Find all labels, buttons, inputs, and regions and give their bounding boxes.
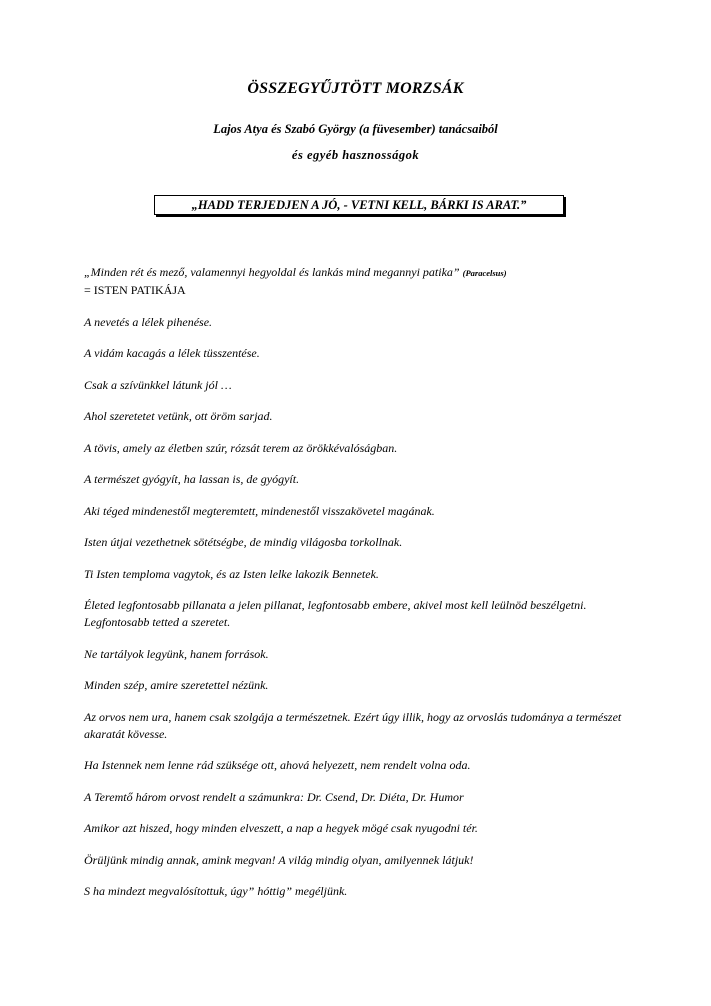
document-body: [84, 264, 624, 915]
saying: Isten útjai vezethetnek sötétségbe, de mindig világosba torkollnak.: [84, 535, 403, 549]
intro-quote-block: [84, 264, 624, 299]
saying: Ne tartályok legyünk, hanem források.: [84, 646, 269, 661]
saying: Ahol szeretetet vetünk, ott öröm sarjad.: [84, 409, 273, 423]
saying: Ti Isten temploma vagytok, és az Isten lelke lakozik Bennetek.: [84, 566, 379, 581]
document-subtitle: Lajos Atya és Szabó György (a füvesember) tanácsaiból: [213, 122, 498, 136]
saying: A vidám kacagás a lélek tüsszentése.: [84, 346, 260, 360]
document-subtitle-secondary: és egyéb hasznosságok: [291, 148, 420, 162]
saying: Amikor azt hiszed, hogy minden elveszett, a nap a hegyek mögé csak nyugodni tér.: [84, 821, 478, 835]
saying: Aki téged mindenestől megteremtett, mindenestől visszakövetel magának.: [84, 503, 435, 518]
saying: Örüljünk mindig annak, amink megvan! A világ mindig olyan, amilyennek látjuk!: [84, 852, 474, 867]
saying: Az orvos nem ura, hanem csak szolgája a természetnek. Ezért úgy illik, hogy az orvoslás tudománya a természet akaratát kövesse.: [84, 709, 622, 741]
saying: Életed legfontosabb pillanata a jelen pillanat, legfontosabb embere, akivel most kell leülnöd beszélgetni. Legfontosabb tetted a szeretet.: [84, 598, 587, 629]
saying: A tövis, amely az életben szúr, rózsát terem az örökkévalóságban.: [84, 440, 398, 455]
saying: A természet gyógyít, ha lassan is, de gyógyít.: [84, 472, 300, 486]
saying: Csak a szívünkkel látunk jól …: [84, 377, 232, 392]
saying: Minden szép, amire szeretettel nézünk.: [84, 678, 269, 692]
intro-conclusion: = ISTEN PATIKÁJA: [84, 283, 186, 297]
motto-box: „HADD TERJEDJEN A JÓ, - VETNI KELL, BÁRKI IS ARAT.”: [154, 195, 564, 215]
saying: S ha mindezt megvalósítottuk, úgy” hóttig” megéljünk.: [84, 884, 348, 898]
quote-attribution: (Paracelsus): [462, 268, 507, 278]
saying: A Teremtő három orvost rendelt a számunkra: Dr. Csend, Dr. Diéta, Dr. Humor: [84, 789, 464, 804]
saying: Ha Istennek nem lenne rád szüksége ott, ahová helyezett, nem rendelt volna oda.: [84, 758, 471, 772]
intro-quote: „Minden rét és mező, valamennyi hegyoldal és lankás mind megannyi patika”: [84, 265, 460, 279]
document-title: ÖSSZEGYŰJTÖTT MORZSÁK: [247, 80, 464, 97]
saying: A nevetés a lélek pihenése.: [84, 314, 213, 329]
